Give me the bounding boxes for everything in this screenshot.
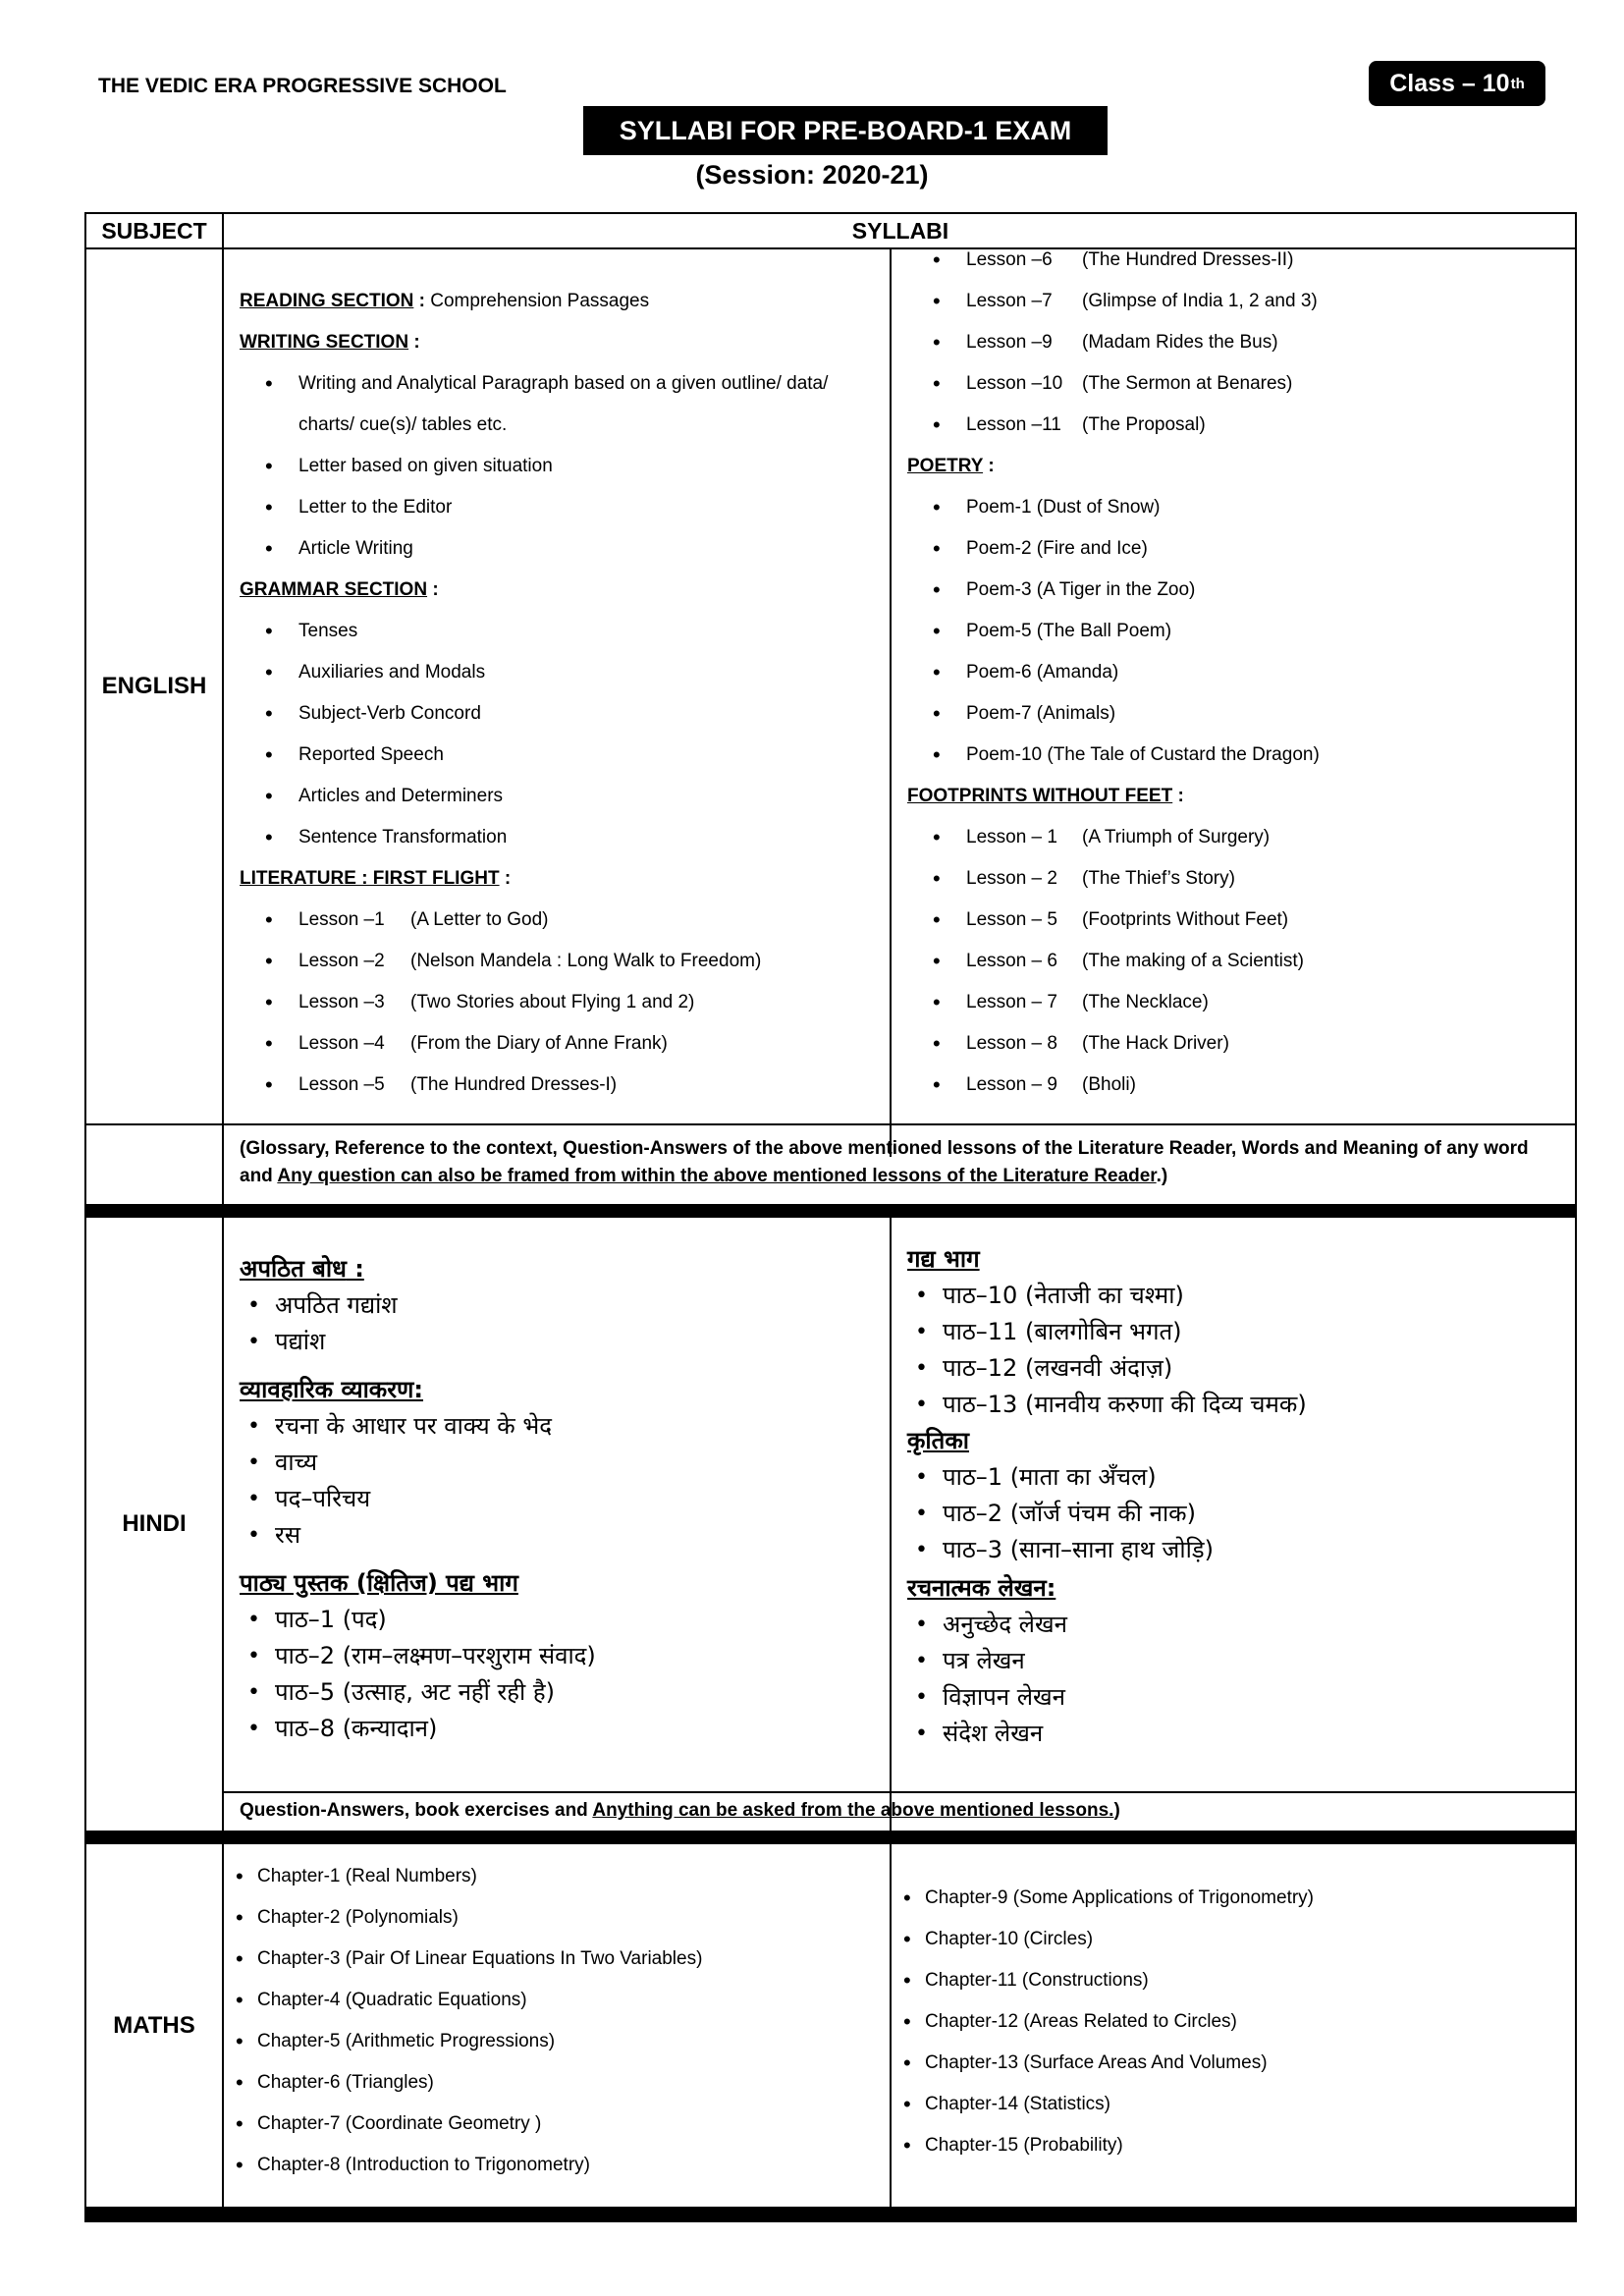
subject-hindi: HINDI [122, 1510, 187, 1537]
list-item: • Chapter-8 (Introduction to Trigonometry) [234, 2145, 882, 2186]
list-item: • Poem-3 (A Tiger in the Zoo) [907, 570, 1565, 611]
list-item: • Chapter-10 (Circles) [901, 1919, 1569, 1960]
list-item: • Lesson – 9 (Bholi) [907, 1065, 1565, 1106]
list-item: • Lesson – 2 (The Thief’s Story) [907, 858, 1565, 900]
school-name: THE VEDIC ERA PROGRESSIVE SCHOOL [98, 75, 507, 97]
list-item: • Lesson –6 (The Hundred Dresses-II) [907, 240, 1565, 281]
list-item: • पाठ–2 (राम–लक्ष्मण–परशुराम संवाद) [240, 1638, 878, 1674]
list-item: • पाठ–3 (साना–साना हाथ जोड़ि) [907, 1532, 1565, 1568]
session-label: (Session: 2020-21) [695, 160, 929, 190]
hindi-note: Question-Answers, book exercises and Anything can be asked from the above mentioned lessons.) [240, 1800, 1120, 1821]
list-item: • Poem-7 (Animals) [907, 693, 1565, 735]
list-item: • Lesson –7 (Glimpse of India 1, 2 and 3) [907, 281, 1565, 322]
footprints-section-heading: FOOTPRINTS WITHOUT FEET : [907, 786, 1184, 806]
list-item: • पाठ–12 (लखनवी अंदाज़) [907, 1350, 1565, 1387]
list-item: • Writing and Analytical Paragraph based on a given outline/ data/ [240, 363, 878, 405]
list-item: • पाठ–1 (पद) [240, 1602, 878, 1638]
list-item: • Lesson –9 (Madam Rides the Bus) [907, 322, 1565, 363]
class-badge [1369, 61, 1545, 106]
list-item: • Chapter-4 (Quadratic Equations) [234, 1980, 882, 2021]
hindi-right-column [907, 1241, 1565, 1752]
list-item: • Chapter-5 (Arithmetic Progressions) [234, 2021, 882, 2062]
list-item: • Subject-Verb Concord [240, 693, 878, 735]
syllabus-table [84, 212, 1577, 2222]
list-item: • Chapter-6 (Triangles) [234, 2062, 882, 2104]
list-item: • रचना के आधार पर वाक्य के भेद [240, 1408, 878, 1445]
list-item: • Lesson –4 (From the Diary of Anne Frank) [240, 1023, 878, 1065]
list-item: • Poem-6 (Amanda) [907, 652, 1565, 693]
subject-column-header: SUBJECT [101, 217, 207, 244]
list-item: • Chapter-11 (Constructions) [901, 1960, 1569, 2001]
list-item: • पाठ–11 (बालगोबिन भगत) [907, 1314, 1565, 1350]
class-label: Class – 10 [1389, 69, 1510, 97]
list-item: • Chapter-1 (Real Numbers) [234, 1856, 882, 1897]
list-item: • अपठित गद्यांश [240, 1287, 878, 1324]
list-item: • Auxiliaries and Modals [240, 652, 878, 693]
apathit-heading: अपठित बोध : [240, 1255, 364, 1283]
list-item: • Poem-2 (Fire and Ice) [907, 528, 1565, 570]
syllabi-column-header: SYLLABI [851, 217, 949, 244]
list-item: • Sentence Transformation [240, 817, 878, 858]
vyakaran-heading: व्यावहारिक व्याकरण: [240, 1376, 424, 1403]
list-item: • Lesson – 7 (The Necklace) [907, 982, 1565, 1023]
list-item: • Articles and Determiners [240, 776, 878, 817]
list-item: • पत्र लेखन [907, 1643, 1565, 1679]
list-item-continuation: charts/ cue(s)/ tables etc. [298, 414, 508, 435]
maths-right-column [901, 1878, 1569, 2166]
list-item: • Lesson – 5 (Footprints Without Feet) [907, 900, 1565, 941]
list-item: • Lesson –11 (The Proposal) [907, 405, 1565, 446]
list-item: • Letter to the Editor [240, 487, 878, 528]
list-item: • विज्ञापन लेखन [907, 1679, 1565, 1716]
list-item: • Chapter-13 (Surface Areas And Volumes) [901, 2043, 1569, 2084]
list-item: • पद–परिचय [240, 1481, 878, 1517]
list-item: • Lesson – 6 (The making of a Scientist) [907, 941, 1565, 982]
list-item: • संदेश लेखन [907, 1716, 1565, 1752]
list-item: • पाठ–10 (नेताजी का चश्मा) [907, 1278, 1565, 1314]
poetry-section-heading: POETRY : [907, 456, 995, 476]
list-item: • Lesson –2 (Nelson Mandela : Long Walk to Freedom) [240, 941, 878, 982]
literature-section-heading: LITERATURE : FIRST FLIGHT : [240, 868, 512, 889]
list-item: • रस [240, 1517, 878, 1554]
maths-left-column [234, 1856, 882, 2186]
list-item: • Lesson –1 (A Letter to God) [240, 900, 878, 941]
list-item: • Lesson – 1 (A Triumph of Surgery) [907, 817, 1565, 858]
list-item: • Chapter-15 (Probability) [901, 2125, 1569, 2166]
list-item: • Article Writing [240, 528, 878, 570]
reading-section-heading: READING SECTION : Comprehension Passages [240, 291, 650, 311]
list-item: • पद्यांश [240, 1324, 878, 1360]
list-item: • Reported Speech [240, 735, 878, 776]
pathya-pustak-heading: पाठ्य पुस्तक (क्षितिज) पद्य भाग [240, 1569, 518, 1597]
hindi-left-column [240, 1251, 878, 1747]
english-left-column [240, 281, 878, 1106]
list-item: • Lesson – 8 (The Hack Driver) [907, 1023, 1565, 1065]
grammar-section-heading: GRAMMAR SECTION : [240, 579, 439, 600]
english-right-column [907, 240, 1565, 1106]
list-item: • Chapter-12 (Areas Related to Circles) [901, 2001, 1569, 2043]
rachnatmak-heading: रचनात्मक लेखन: [907, 1574, 1056, 1602]
document-title: SYLLABI FOR PRE-BOARD-1 EXAM [583, 106, 1108, 155]
list-item: • Letter based on given situation [240, 446, 878, 487]
list-item: • Lesson –3 (Two Stories about Flying 1 and 2) [240, 982, 878, 1023]
writing-section-heading: WRITING SECTION : [240, 332, 420, 353]
subject-maths: MATHS [113, 2011, 195, 2039]
english-note: (Glossary, Reference to the context, Question-Answers of the above mentioned lessons of the Literature Reader, Words and Meaning of any word and Any question can also be framed from within the above mentioned lessons of the Literature Reader.) [240, 1138, 1529, 1186]
gadya-heading: गद्य भाग [907, 1245, 980, 1273]
list-item: • पाठ–1 (माता का अँचल) [907, 1459, 1565, 1496]
list-item: • पाठ–8 (कन्यादान) [240, 1711, 878, 1747]
list-item: • Poem-5 (The Ball Poem) [907, 611, 1565, 652]
class-superscript: th [1510, 75, 1525, 92]
list-item: • Chapter-9 (Some Applications of Trigonometry) [901, 1878, 1569, 1919]
list-item: • अनुच्छेद लेखन [907, 1607, 1565, 1643]
subject-english: ENGLISH [101, 673, 207, 699]
list-item: • पाठ–2 (जॉर्ज पंचम की नाक) [907, 1496, 1565, 1532]
list-item: • Poem-10 (The Tale of Custard the Dragon) [907, 735, 1565, 776]
list-item: • Lesson –5 (The Hundred Dresses-I) [240, 1065, 878, 1106]
list-item: • Poem-1 (Dust of Snow) [907, 487, 1565, 528]
list-item: • Chapter-14 (Statistics) [901, 2084, 1569, 2125]
list-item: • पाठ–5 (उत्साह, अट नहीं रही है) [240, 1674, 878, 1711]
list-item: • वाच्य [240, 1445, 878, 1481]
list-item: • पाठ–13 (मानवीय करुणा की दिव्य चमक) [907, 1387, 1565, 1423]
list-item: • Chapter-2 (Polynomials) [234, 1897, 882, 1939]
list-item: • Lesson –10 (The Sermon at Benares) [907, 363, 1565, 405]
kritika-heading: कृतिका [907, 1427, 969, 1454]
list-item: • Tenses [240, 611, 878, 652]
list-item: • Chapter-3 (Pair Of Linear Equations In Two Variables) [234, 1939, 882, 1980]
list-item: • Chapter-7 (Coordinate Geometry ) [234, 2104, 882, 2145]
